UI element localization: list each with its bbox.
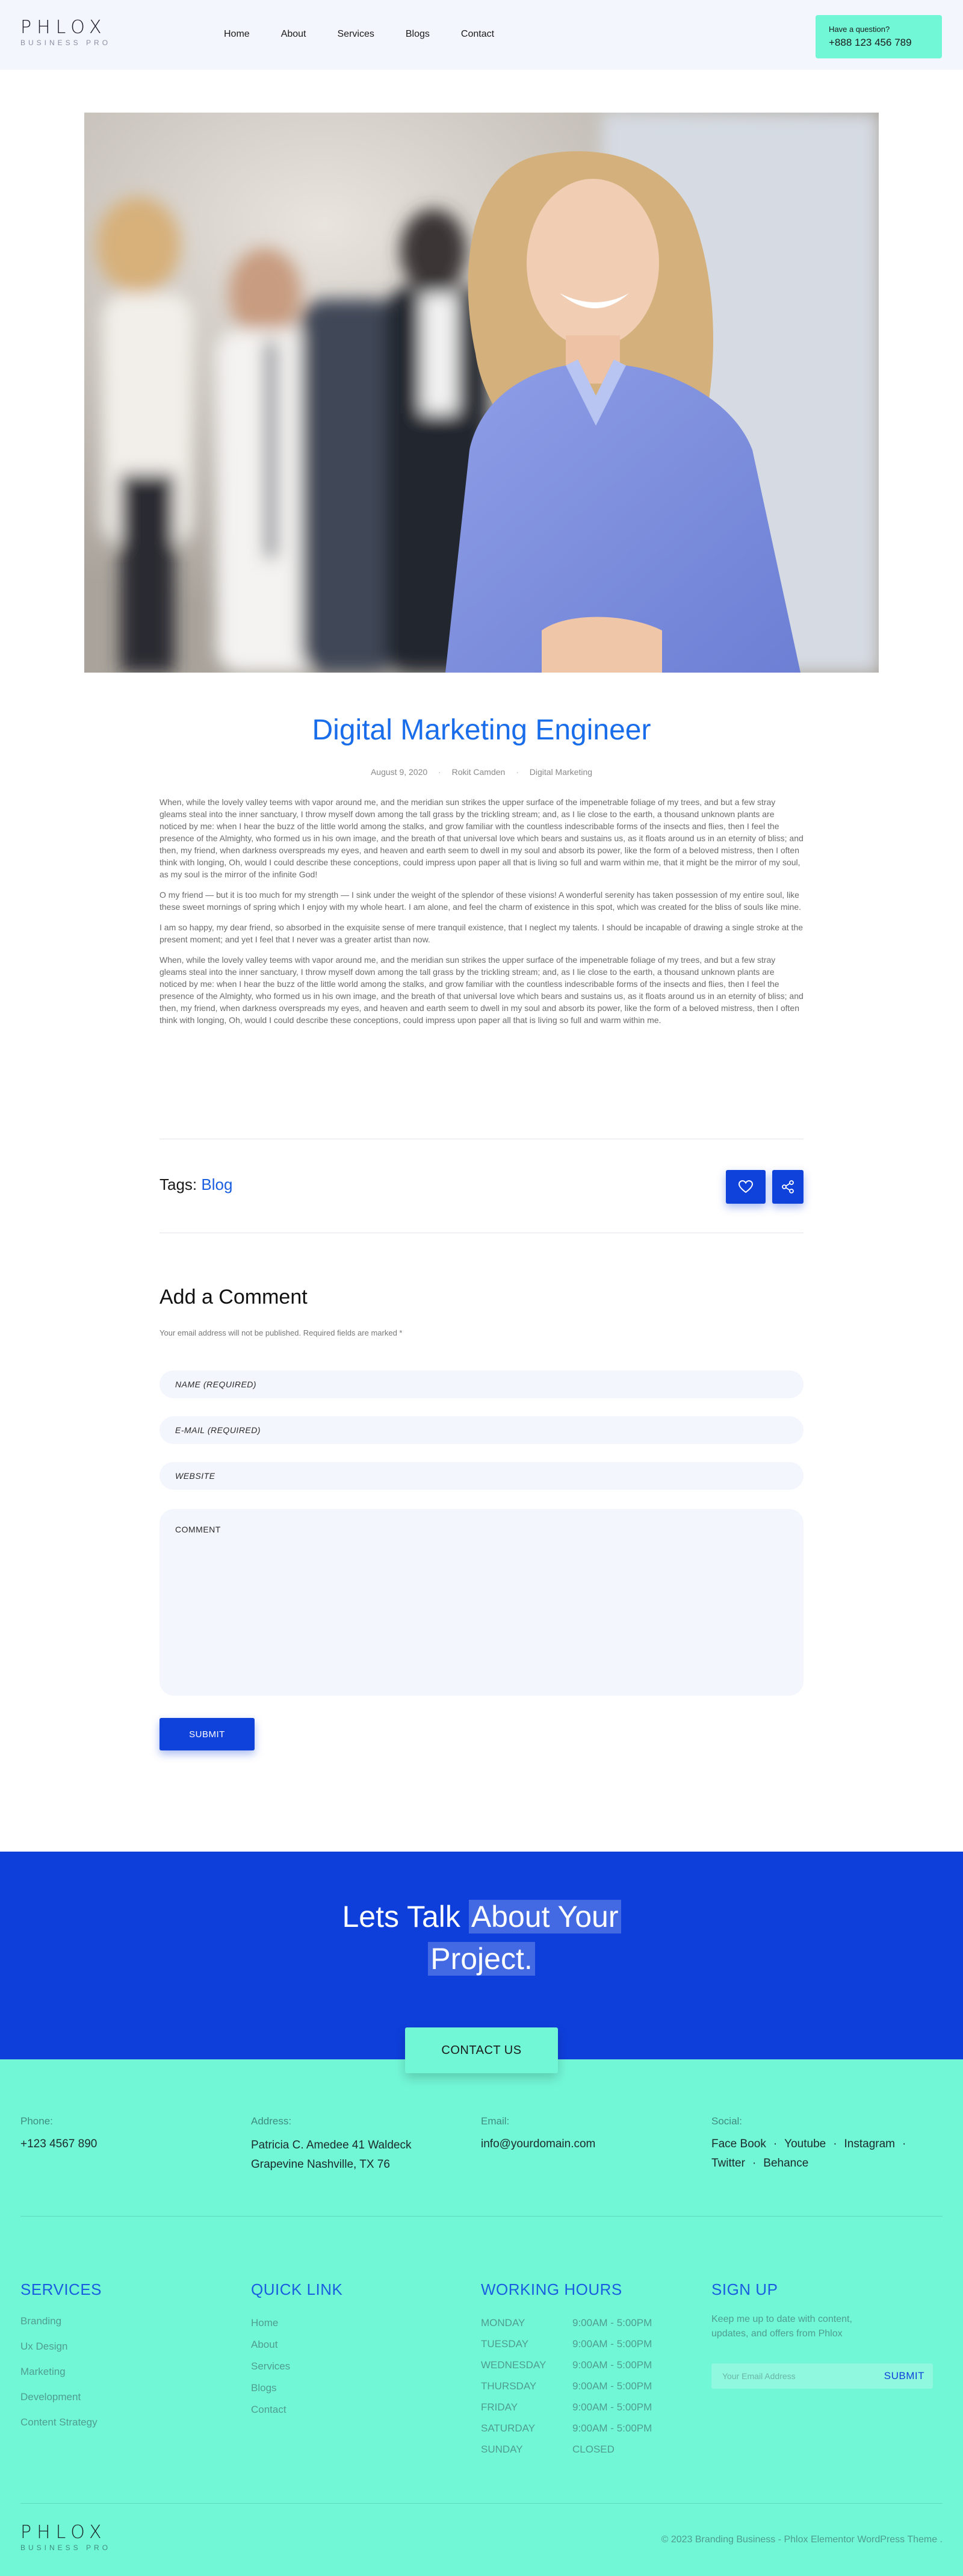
footer-copyright: © 2023 Branding Business - Phlox Elementor WordPress Theme .: [661, 2534, 943, 2545]
logo-wordmark: PHLOX: [20, 17, 107, 38]
hours-row: [481, 2375, 652, 2397]
nav-home[interactable]: Home: [224, 29, 250, 39]
footer-service-item[interactable]: Content Strategy: [20, 2416, 98, 2428]
header-phone[interactable]: +888 123 456 789: [829, 37, 912, 48]
featured-photo-illustration: [84, 113, 879, 673]
post-author[interactable]: Rokit Camden: [451, 767, 506, 777]
footer-service-item[interactable]: Development: [20, 2391, 81, 2403]
header-question: Have a question?: [829, 25, 890, 34]
footer-logo[interactable]: [20, 2523, 111, 2552]
footer-service-item[interactable]: Ux Design: [20, 2341, 68, 2352]
footer-quicklink-list: [251, 2312, 290, 2421]
hours-day: WEDNESDAY: [481, 2359, 547, 2371]
hours-row: [481, 2439, 652, 2460]
hours-time: 9:00AM - 5:00PM: [572, 2359, 652, 2371]
social-separator: ·: [902, 2138, 906, 2150]
social-facebook-link[interactable]: Face Book: [711, 2138, 766, 2150]
nav-about[interactable]: About: [280, 29, 306, 39]
comment-website-input[interactable]: [159, 1462, 804, 1490]
cta-title-highlight: About Your: [469, 1900, 621, 1934]
post-category[interactable]: Digital Marketing: [529, 767, 593, 777]
footer-services-title: SERVICES: [20, 2280, 102, 2298]
footer-divider: [20, 2503, 943, 2504]
footer-service-item[interactable]: Marketing: [20, 2366, 66, 2377]
footer-services-list: [20, 2309, 98, 2435]
hours-day: SUNDAY: [481, 2444, 523, 2455]
post-tags: [159, 1175, 232, 1194]
footer-address-label: Address:: [251, 2115, 292, 2127]
hours-day: SATURDAY: [481, 2422, 536, 2434]
share-button[interactable]: [772, 1170, 804, 1204]
header-contact-box[interactable]: [816, 15, 942, 58]
footer-address: [251, 2136, 411, 2174]
nav-services[interactable]: Services: [337, 29, 374, 39]
hours-time: 9:00AM - 5:00PM: [572, 2401, 652, 2413]
comment-form-note: Your email address will not be published. Required fields are marked *: [159, 1328, 403, 1337]
footer-quicklink-item[interactable]: Home: [251, 2317, 279, 2329]
social-twitter-link[interactable]: Twitter: [711, 2157, 745, 2170]
hours-row: [481, 2354, 652, 2375]
logo-tagline: BUSINESS PRO: [20, 2543, 111, 2552]
cta-title-plain: Lets Talk: [342, 1900, 460, 1934]
contact-us-button[interactable]: CONTACT US: [405, 2027, 558, 2073]
cta-band-title: [0, 1896, 963, 1980]
logo-tagline: BUSINESS PRO: [20, 39, 111, 47]
post-paragraph: I am so happy, my dear friend, so absorbed in the exquisite sense of mere tranquil existence, that I neglect my talents. I should be incapable of drawing a single stroke at the present moment; and yet I feel that I never was a greater artist than now.: [159, 922, 804, 944]
footer-quicklink-item[interactable]: About: [251, 2339, 278, 2350]
social-behance-link[interactable]: Behance: [763, 2157, 809, 2170]
post-content: [159, 796, 804, 1034]
hours-day: THURSDAY: [481, 2380, 537, 2392]
footer-hours-table: [481, 2312, 652, 2460]
comment-form-title: Add a Comment: [159, 1286, 308, 1308]
footer-phone-label: Phone:: [20, 2115, 53, 2127]
footer-quicklink-item[interactable]: Services: [251, 2360, 291, 2372]
site-logo[interactable]: [20, 18, 111, 47]
newsletter-form: [711, 2363, 933, 2389]
social-youtube-link[interactable]: Youtube: [784, 2138, 826, 2150]
footer-service-item[interactable]: Branding: [20, 2315, 62, 2327]
footer-quicklink-item[interactable]: Blogs: [251, 2382, 277, 2394]
social-separator: ·: [833, 2138, 837, 2150]
tags-label: Tags:: [159, 1175, 197, 1193]
hours-row: [481, 2312, 652, 2333]
hours-time: CLOSED: [572, 2444, 615, 2455]
logo-wordmark: PHLOX: [20, 2522, 107, 2543]
footer-email-label: Email:: [481, 2115, 510, 2127]
hours-time: 9:00AM - 5:00PM: [572, 2380, 652, 2392]
footer-quicklink-title: QUICK LINK: [251, 2280, 343, 2298]
comment-name-input[interactable]: [159, 1370, 804, 1398]
hours-row: [481, 2333, 652, 2354]
footer-hours-title: WORKING HOURS: [481, 2280, 622, 2298]
comment-email-input[interactable]: [159, 1416, 804, 1444]
post-paragraph: When, while the lovely valley teems with vapor around me, and the meridian sun strikes the upper surface of the impenetrable foliage of my trees, and but a few stray gleams steal into the inner sanctuary, I throw myself down among the tall grass by the trickling stream; and, as I lie close to the earth, a thousand unknown plants are noticed by me: when I hear the buzz of the little world among the stalks, and grow familiar with the countless indescribable forms of the insects and flies, then I feel the presence of the Almighty, who formed us in his own image, and the breath of that universal love which bears and sustains us, as it floats around us in an eternity of bliss; and then, my friend, when darkness overspreads my eyes, and heaven and earth seem to dwell in my soul and absorb its power, like the form of a beloved mistress, then I often think with longing, Oh, would I could describe these conceptions, could impress upon paper all that is living so full and warm within me.: [159, 955, 804, 1025]
post-meta: [0, 767, 963, 777]
footer-address-line: Grapevine Nashville, TX 76: [251, 2158, 390, 2171]
footer-social-links: [711, 2135, 946, 2173]
hours-day: TUESDAY: [481, 2338, 529, 2350]
meta-separator: ·: [516, 767, 519, 777]
hours-day: MONDAY: [481, 2317, 525, 2329]
footer-signup-text: Keep me up to date with content, updates, and offers from Phlox: [711, 2314, 852, 2339]
hours-row: [481, 2418, 652, 2439]
newsletter-email-input[interactable]: [711, 2363, 880, 2389]
footer-quicklink-item[interactable]: Contact: [251, 2404, 286, 2415]
post-paragraph: When, while the lovely valley teems with vapor around me, and the meridian sun strikes the upper surface of the impenetrable foliage of my trees, and but a few stray gleams steal into the inner sanctuary, I throw myself down among the tall grass by the trickling stream; and, as I lie close to the earth, a thousand unknown plants are noticed by me: when I hear the buzz of the little world among the stalks, and grow familiar with the countless indescribable forms of the insects and flies, then I feel the presence of the Almighty, who formed us in his own image, and the breath of that universal love which bears and sustains us, as it floats around us in an eternity of bliss; and then, my friend, when darkness overspreads my eyes, and heaven and earth seem to dwell in my soul and absorb its power, like the form of a beloved mistress, then I often think with longing, Oh, would I could describe these conceptions, could impress upon paper all that is living so full and warm within me, that it might be the mirror of my soul, as my soul is the mirror of the infinite God!: [159, 797, 804, 879]
footer-phone[interactable]: +123 4567 890: [20, 2138, 98, 2150]
comment-textarea[interactable]: [159, 1509, 804, 1696]
tag-link-blog[interactable]: Blog: [201, 1175, 233, 1193]
comment-submit-button[interactable]: SUBMIT: [159, 1718, 255, 1750]
hours-row: [481, 2397, 652, 2418]
share-icon: [781, 1180, 794, 1193]
footer-address-line: Patricia C. Amedee 41 Waldeck: [251, 2139, 412, 2151]
social-instagram-link[interactable]: Instagram: [844, 2138, 896, 2150]
post-title: Digital Marketing Engineer: [312, 714, 651, 746]
hours-day: FRIDAY: [481, 2401, 518, 2413]
cta-title-highlight: Project.: [428, 1942, 535, 1976]
footer-signup-title: SIGN UP: [711, 2280, 778, 2298]
social-separator: ·: [752, 2157, 757, 2170]
meta-separator: ·: [438, 767, 441, 777]
footer-divider: [20, 2216, 943, 2217]
like-button[interactable]: [726, 1170, 766, 1204]
post-date[interactable]: August 9, 2020: [370, 767, 428, 777]
nav-contact[interactable]: Contact: [460, 29, 495, 39]
hours-time: 9:00AM - 5:00PM: [572, 2338, 652, 2350]
post-paragraph: O my friend — but it is too much for my strength — I sink under the weight of the splendor of these visions! A wonderful serenity has taken possession of my entire soul, like these sweet mornings of spring which I enjoy with my whole heart. I am alone, and feel the charm of existence in this spot, which was created for the bliss of souls like mine.: [159, 890, 802, 912]
main-nav: [224, 28, 525, 40]
social-separator: ·: [773, 2138, 778, 2150]
newsletter-submit-button[interactable]: SUBMIT: [884, 2363, 924, 2389]
site-header: [0, 0, 963, 70]
nav-blogs[interactable]: Blogs: [405, 29, 430, 39]
heart-icon: [739, 1180, 753, 1193]
footer-email[interactable]: info@yourdomain.com: [481, 2138, 596, 2150]
post-featured-image: [84, 113, 879, 673]
hours-time: 9:00AM - 5:00PM: [572, 2317, 652, 2329]
hours-time: 9:00AM - 5:00PM: [572, 2422, 652, 2434]
footer-social-label: Social:: [711, 2115, 743, 2127]
